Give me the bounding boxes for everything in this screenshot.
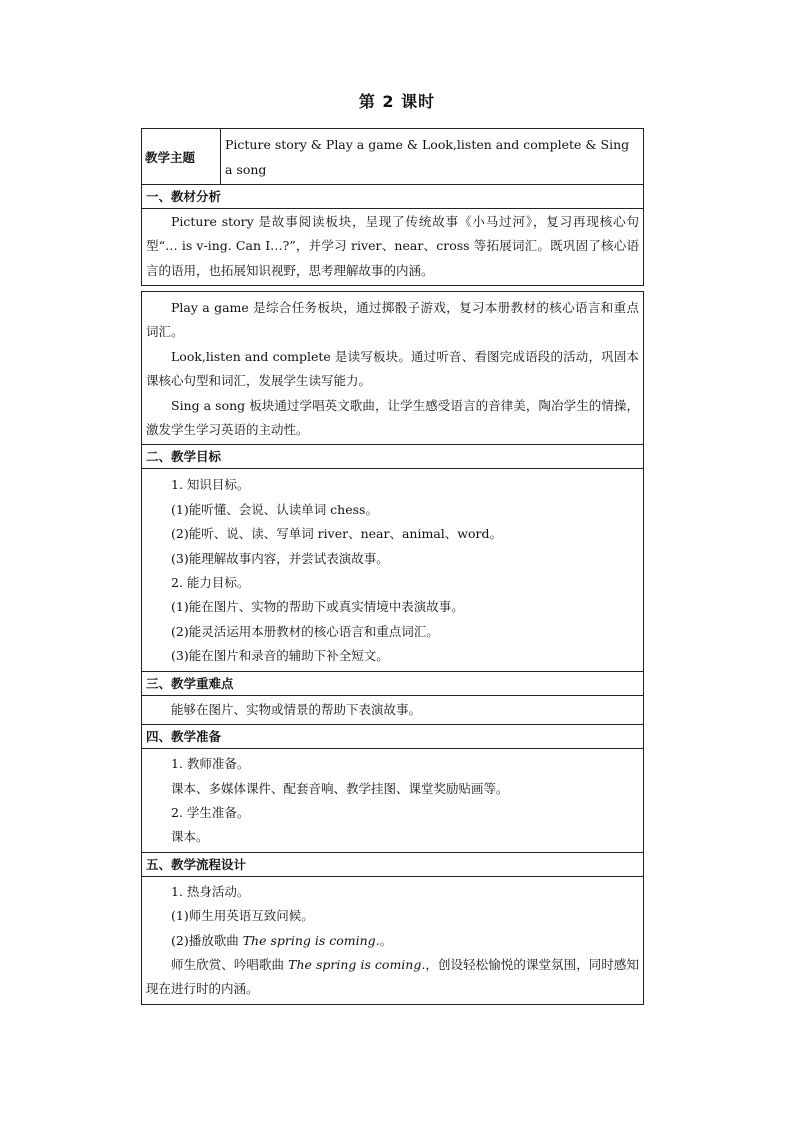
analysis-paragraph: Play a game 是综合任务板块，通过掷骰子游戏，复习本册教材的核心语言和重点词汇。 <box>146 300 639 340</box>
lesson-table-part-1 <box>141 128 644 286</box>
process-text: ，创设轻松愉悦的课堂氛围，同时感知现在进行时的内涵。 <box>146 956 639 997</box>
objective-line: (3)能理解故事内容，并尝试表演故事。 <box>171 550 389 566</box>
analysis-paragraph: Sing a song 板块通过学唱英文歌曲，让学生感受语言的音律美，陶冶学生的情操，激发学生学习英语的主动性。 <box>146 397 639 438</box>
objective-line: (2)能灵活运用本册教材的核心语言和重点词汇。 <box>171 623 439 639</box>
section-heading-process: 五、教学流程设计 <box>142 852 643 876</box>
key-points-body <box>142 695 643 724</box>
section-heading-analysis: 一、教材分析 <box>142 184 643 208</box>
lesson-table-part-2 <box>141 291 644 1005</box>
analysis-body <box>142 208 643 285</box>
topic-label: 教学主题 <box>142 129 221 184</box>
preparation-body <box>142 748 643 852</box>
process-text: 师生欣赏、吟唱歌曲 <box>171 956 289 972</box>
process-text: (2)播放歌曲 <box>171 932 243 948</box>
process-body <box>142 876 643 1004</box>
topic-value: Picture story & Play a game & Look,listen and complete & Sing a song <box>225 137 630 177</box>
objectives-body <box>142 468 643 670</box>
preparation-line: 课本、多媒体课件、配套音响、教学挂图、课堂奖励贴画等。 <box>171 780 509 796</box>
process-line <box>146 953 639 1002</box>
objective-line: (3)能在图片和录音的辅助下补全短文。 <box>171 648 389 664</box>
analysis-paragraph: Picture story 是故事阅读板块，呈现了传统故事《小马过河》，复习再现核心句型“… is v-ing. Can I…?”，并学习 river、near、cross 等拓展词汇。既巩固了核心语言的语用，也拓展知识视野，思考理解故事的内涵。 <box>146 214 639 278</box>
process-line <box>146 929 639 953</box>
objective-line: 1. 知识目标。 <box>171 477 250 493</box>
preparation-line: 2. 学生准备。 <box>171 804 250 820</box>
process-line: 1. 热身活动。 <box>171 883 250 899</box>
objective-line: (1)能听懂、会说、认读单词 chess。 <box>171 501 378 517</box>
analysis-paragraph: Look,listen and complete 是读写板块。通过听音、看图完成语段的活动，巩固本课核心句型和词汇，发展学生读写能力。 <box>146 348 639 389</box>
preparation-line: 课本。 <box>171 829 209 845</box>
process-line: (1)师生用英语互致问候。 <box>171 908 314 924</box>
key-point-line: 能够在图片、实物或情景的帮助下表演故事。 <box>171 701 422 717</box>
process-text: 。 <box>379 932 393 948</box>
objective-line: 2. 能力目标。 <box>171 575 250 591</box>
section-heading-key-points: 三、教学重难点 <box>142 671 643 695</box>
section-heading-preparation: 四、教学准备 <box>142 724 643 748</box>
preparation-line: 1. 教师准备。 <box>171 756 250 772</box>
analysis-continued <box>142 292 643 444</box>
objective-line: (1)能在图片、实物的帮助下或真实情境中表演故事。 <box>171 599 464 615</box>
song-title: The spring is coming. <box>242 932 380 948</box>
topic-row <box>142 129 643 184</box>
section-heading-objectives: 二、教学目标 <box>142 444 643 468</box>
song-title: The spring is coming. <box>288 956 426 972</box>
objective-line: (2)能听、说、读、写单词 river、near、animal、word。 <box>171 526 502 542</box>
page-title: 第 2 课时 <box>358 92 436 111</box>
